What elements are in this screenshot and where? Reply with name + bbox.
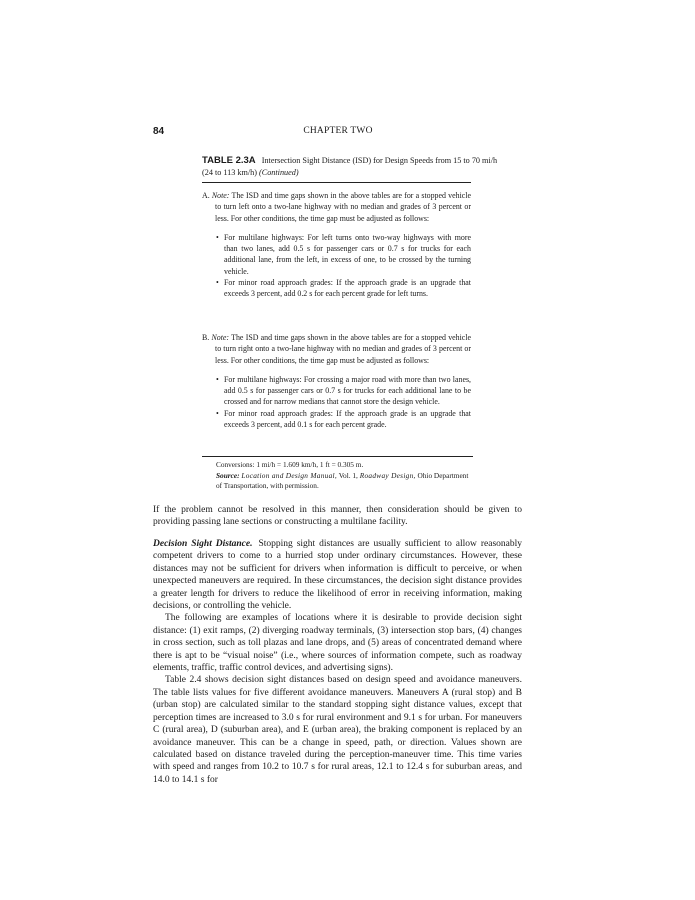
table-top-rule [202,182,471,183]
page-header [153,126,523,140]
source-label: Source: [216,470,240,480]
list-item: • For multilane highways: For crossing a major road with more than two lanes, add 0.5 s for passenger cars or 0.7 s for trucks for each additional lane to be crossed and for narrow medians that cannot store the design vehicle. [216,374,471,407]
source-title: Location and Design Manual, [241,470,338,480]
source-publisher: Ohio Department of Transportation, with permission. [216,470,469,490]
chapter-title: CHAPTER TWO [303,126,373,136]
section-heading: Decision Sight Distance. [153,539,253,549]
table-bottom-rule [202,456,473,457]
note-a-text: The ISD and time gaps shown in the above tables are for a stopped vehicle to turn left onto a two-lane highway with no median and grades of 3 percent or less. For other conditions, the time gap must be adjusted as follows: [215,191,471,223]
note-b-bullets [202,374,471,430]
decision-sight-distance-section [153,538,522,786]
page-number: 84 [153,126,165,137]
list-item: • For multilane highways: For left turns onto two-way highways with more than two lanes, add 0.5 s for passenger cars or 0.7 s for trucks for each additional lane, from the left, in excess of one, to be crossed by the turning vehicle. [216,232,471,276]
note-b-text: The ISD and time gaps shown in the above tables are for a stopped vehicle to turn right onto a two-lane highway with no median and grades of 3 percent or less. For other conditions, the time gap must be adjusted as follows: [215,333,471,365]
table-label: TABLE 2.3A [202,155,256,166]
body-paragraph-4: Table 2.4 shows decision sight distances based on design speed and avoidance maneuvers. The table lists values for five different avoidance maneuvers. Maneuvers A (rural stop) and B (urban stop) are calculated similar to the standard stopping sight distance values, except that perception times are increased to 3.0 s for rural environment and 9.1 s for urban. For maneuvers C (rural area), D (suburban area), and E (urban area), the braking component is replaced by an avoidance maneuver. This can be a change in speed, path, or direction. Values shown are calculated based on distance traveled during the perception-maneuver time. This time varies with speed and ranges from 10.2 to 10.7 s for rural areas, 12.1 to 12.4 s for suburban areas, and 14.0 to 14.1 s for [153,675,522,785]
note-a-label: Note: [211,191,230,200]
body-paragraph-1: If the problem cannot be resolved in this manner, then consideration should be given to providing passing lane sections or constructing a multilane facility. [153,505,522,528]
note-a [202,190,471,300]
note-b [202,332,471,430]
body-paragraph-3: The following are examples of locations where it is desirable to provide decision sight distance: (1) exit ramps, (2) diverging roadway terminals, (3) intersection stop bars, (4) changes in cross section, such as toll plazas and lane drops, and (5) areas of concentrated demand where there is apt to be “visual noise” (i.e., where sources of information compete, such as roadway elements, traffic, traffic control devices, and advertising signs). [153,613,522,674]
list-item: • For minor road approach grades: If the approach grade is an upgrade that exceeds 3 percent, add 0.1 s for each percent grade. [216,408,471,430]
conversions-note: Conversions: 1 mi/h = 1.609 km/h, 1 ft = 0.305 m. [216,460,364,469]
table-caption-text: Intersection Sight Distance (ISD) for Design Speeds from 15 to 70 mi/h (24 to 113 km/h) [202,156,498,177]
table-caption [202,155,502,179]
note-a-prefix: A. [202,191,210,200]
dsd-paragraph: Decision Sight Distance. Stopping sight distances are usually sufficient to allow reasonably competent drivers to come to a hurried stop under ordinary circumstances. However, these distances may not be sufficient for drivers when information is difficult to perceive, or when unexpected maneuvers are required. In these circumstances, the decision sight distance provides a greater length for drivers to reduce the likelihood of error in receiving information, making decisions, or controlling the vehicle. [153,539,523,612]
note-a-bullets [202,232,471,300]
source-note [202,471,471,492]
table-caption-continued: (Continued) [259,168,299,177]
list-item: • For minor road approach grades: If the approach grade is an upgrade that exceeds 3 percent, add 0.2 s for each percent grade for left turns. [216,278,471,299]
note-b-label: Note: [211,333,230,342]
note-b-prefix: B. [202,333,210,342]
table-footnotes [202,460,471,492]
source-volume: Vol. 1, [338,470,358,480]
source-title-2: Roadway Design, [359,470,416,480]
